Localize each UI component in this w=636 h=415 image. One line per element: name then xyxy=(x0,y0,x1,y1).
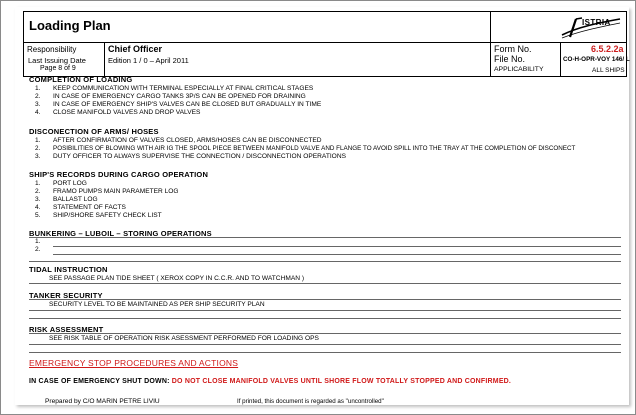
file-no-value: CO-H-OPR-VOY 146/ L xyxy=(563,56,630,63)
form-no-value: 6.5.2.2a xyxy=(591,44,624,54)
last-issuing-value: Edition 1 / 0 – April 2011 xyxy=(108,56,189,65)
logo-text: ISTRIA xyxy=(582,18,611,27)
list-item: 2. POSIBILITIES OF BLOWING WITH AIR IG THE SPOOL PIECE BETWEEN MANIFOLD VALVE AND FLANGE TO AVOID SPILL INTO THE TRAY AT THE COMPLETION OF DISCONECT xyxy=(35,145,576,152)
file-no-label: File No. xyxy=(494,54,526,64)
istria-logo xyxy=(558,13,624,41)
list-item: 1. KEEP COMMUNICATION WITH TERMINAL ESPECIALLY AT FINAL CRITICAL STAGES xyxy=(35,85,314,92)
list-item: 5. SHIP/SHORE SAFETY CHECK LIST xyxy=(35,212,162,219)
rule-line xyxy=(29,237,621,238)
rule-line xyxy=(53,246,621,247)
header-divider xyxy=(24,42,626,43)
rule-line xyxy=(29,299,621,300)
prepared-by: Prepared by C/O MARIN PETRE LIVIU xyxy=(45,398,160,405)
header-divider xyxy=(560,42,561,76)
list-item: 3. IN CASE OF EMERGENCY SHIP'S VALVES CAN BE CLOSED BUT GRADUALLY IN TIME xyxy=(35,101,322,108)
section-title-tidal: TIDAL INSTRUCTION xyxy=(29,265,108,274)
rule-line xyxy=(29,310,621,311)
list-item: 2. FRAMO PUMPS MAIN PARAMETER LOG xyxy=(35,188,179,195)
responsibility-value: Chief Officer xyxy=(108,44,163,54)
rule-line xyxy=(29,333,621,334)
responsibility-label: Responsibility xyxy=(27,45,77,54)
section-title-bunkering: BUNKERING – LUBOIL – STORING OPERATIONS xyxy=(29,229,212,238)
emergency-instruction: DO NOT CLOSE MANIFOLD VALVES UNTIL SHORE FLOW TOTALLY STOPPED AND CONFIRMED. xyxy=(171,378,512,385)
list-item: 3. BALLAST LOG xyxy=(35,196,98,203)
document-page xyxy=(15,7,629,405)
section-title-records: SHIP'S RECORDS DURING CARGO OPERATION xyxy=(29,170,209,179)
applicability-label: APPLICABILITY xyxy=(494,66,544,73)
rule-line xyxy=(29,283,621,284)
list-item: 4. STATEMENT OF FACTS xyxy=(35,204,126,211)
emergency-label: IN CASE OF EMERGENCY SHUT DOWN: DO NOT CLOSE MANIFOLD VALVES UNTIL SHORE FLOW TOTALLY STOPPED AND CONFIRMED. xyxy=(29,378,512,385)
section-title-risk: RISK ASSESSMENT xyxy=(29,325,104,334)
applicability-value: ALL SHIPS xyxy=(592,67,625,74)
rule-line xyxy=(53,254,621,255)
page-number: Page 8 of 9 xyxy=(40,65,76,72)
section-title-emergency: EMERGENCY STOP PROCEDURES AND ACTIONS xyxy=(29,358,239,368)
section-title-tanker-security: TANKER SECURITY xyxy=(29,291,103,300)
section-text-risk: SEE RISK TABLE OF OPERATION RISK ASESSMENT PERFORMED FOR LOADING OPS xyxy=(49,335,319,342)
list-item: 2. xyxy=(35,246,41,253)
header-table xyxy=(23,11,630,77)
rule-line xyxy=(29,261,621,262)
section-title-completion: COMPLETION OF LOADING xyxy=(29,75,133,84)
rule-line xyxy=(29,318,621,319)
list-item: 3. DUTY OFFICER TO ALWAYS SUPERVISE THE CONNECTION / DISCONNECTION OPERATIONS xyxy=(35,153,346,160)
page-title: Loading Plan xyxy=(29,18,111,33)
list-item: 1. xyxy=(35,238,41,245)
uncontrolled-note: If printed, this document is regarded as "uncontrolled" xyxy=(237,398,384,405)
list-item: 1. PORT LOG xyxy=(35,180,87,187)
last-issuing-label: Last Issuing Date xyxy=(28,56,86,65)
section-title-disconnection: DISCONECTION OF ARMS/ HOSES xyxy=(29,127,159,136)
rule-line xyxy=(29,344,621,345)
list-item: 4. CLOSE MANIFOLD VALVES AND DROP VALVES xyxy=(35,109,201,116)
list-item: 1. AFTER CONFIRMATION OF VALVES CLOSED, ARMS/HOSES CAN BE DISCONNECTED xyxy=(35,137,322,144)
form-no-label: Form No. xyxy=(494,44,532,54)
list-item: 2. IN CASE OF EMERGENCY CARGO TANKS 3P/S CAN BE OPENED FOR DRAINING xyxy=(35,93,306,100)
header-divider xyxy=(490,12,491,76)
rule-line xyxy=(29,352,621,353)
section-text-tanker-security: SECURITY LEVEL TO BE MAINTAINED AS PER SHIP SECURITY PLAN xyxy=(49,301,265,308)
header-divider xyxy=(104,42,105,76)
section-text-tidal: SEE PASSAGE PLAN TIDE SHEET ( XEROX COPY IN C.C.R. AND TO WATCHMAN ) xyxy=(49,275,305,282)
